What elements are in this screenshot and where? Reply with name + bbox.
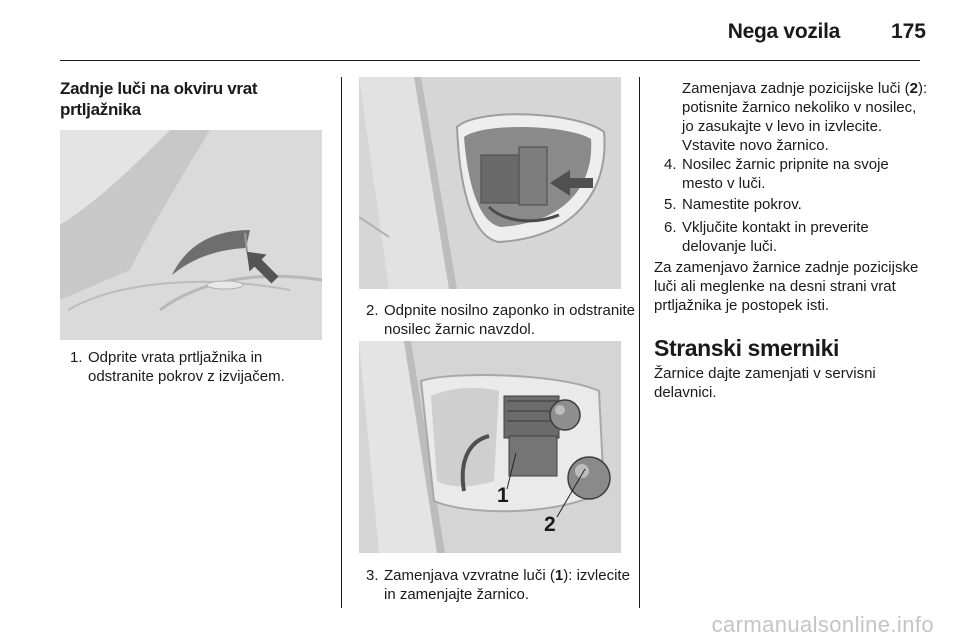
page-number: 175 bbox=[890, 20, 926, 43]
ref-1: 1 bbox=[554, 567, 564, 584]
figure-label-2: 2 bbox=[544, 513, 556, 536]
side-indicators-heading: Stranski smerniki bbox=[654, 335, 839, 361]
figure-tailgate-cover bbox=[60, 130, 322, 340]
side-indicators-text: Žarnice dajte zamenjati v servisni delavnici. bbox=[654, 365, 876, 401]
step-2-text: Odpnite nosilno zaponko in odstranite nosilec žarnic navzdol. bbox=[384, 302, 636, 338]
figure-bulb-holder-removed bbox=[359, 341, 621, 553]
column-divider-left bbox=[341, 77, 342, 608]
step-2 bbox=[366, 301, 636, 339]
section-heading: Zadnje luči na okviru vrat prtljažnika bbox=[60, 79, 258, 119]
note-paragraph: Za zamenjavo žarnice zadnje pozicijske luči ali meglenke na desni strani vrat prtljažnika je postopek isti. bbox=[654, 259, 919, 314]
watermark: carmanualsonline.info bbox=[711, 612, 934, 637]
step-1-number: 1. bbox=[70, 349, 83, 366]
figure-bulb-holder-clip bbox=[359, 77, 621, 289]
step-6 bbox=[664, 218, 930, 256]
step-2-number: 2. bbox=[366, 302, 379, 319]
step-5-number: 5. bbox=[664, 196, 677, 213]
step-3-text: Zamenjava vzvratne luči (1): izvlecite in zamenjajte žarnico. bbox=[384, 567, 630, 603]
step-3 bbox=[366, 566, 636, 604]
step-1 bbox=[70, 348, 332, 386]
step-4-number: 4. bbox=[664, 156, 677, 173]
step-1-text: Odprite vrata prtljažnika in odstranite pokrov z izvijačem. bbox=[88, 349, 285, 385]
step-5 bbox=[664, 195, 930, 214]
step-4-text: Nosilec žarnic pripnite na svoje mesto v luči. bbox=[682, 156, 889, 192]
step-5-text: Namestite pokrov. bbox=[682, 196, 802, 213]
page-header-title: Nega vozila bbox=[727, 20, 840, 43]
step-6-text: Vključite kontakt in preverite delovanje luči. bbox=[682, 219, 869, 255]
figure-label-1: 1 bbox=[497, 484, 509, 507]
step-4 bbox=[664, 155, 930, 193]
ref-2: 2 bbox=[909, 80, 918, 97]
step-6-number: 6. bbox=[664, 219, 677, 236]
column-divider-right bbox=[639, 77, 640, 608]
step-3-continuation: Zamenjava zadnje pozicijske luči (2): potisnite žarnico nekoliko v nosilec, jo zasukajte v levo in izvlecite. Vstavite novo žarnico. bbox=[682, 80, 928, 154]
step-3-number: 3. bbox=[366, 567, 379, 584]
header-rule bbox=[60, 60, 920, 61]
